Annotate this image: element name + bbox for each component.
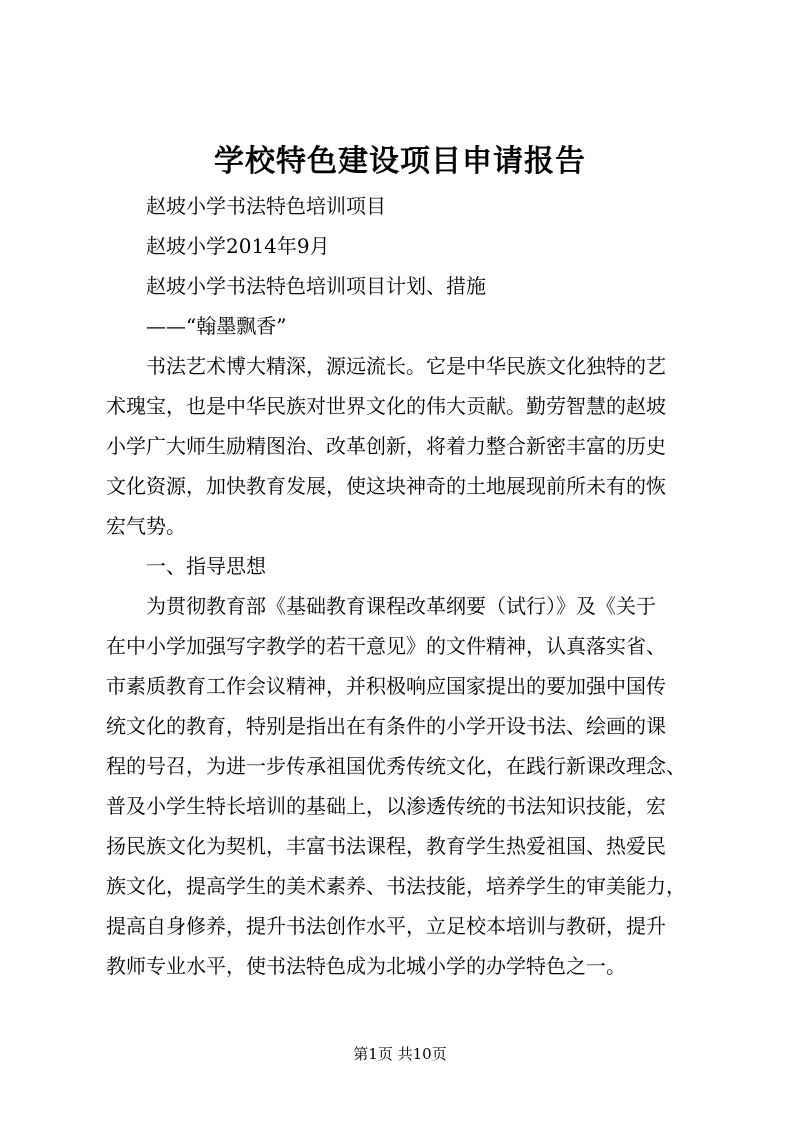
paragraph-line: 为贯彻教育部《基础教育课程改革纲要（试行）》及《关于 (146, 594, 656, 618)
paragraph-line: 在中小学加强写字教学的若干意见》的文件精神，认真落实省、 (106, 634, 666, 658)
paragraph-line: 统文化的教育，特别是指出在有条件的小学开设书法、绘画的课 (106, 714, 666, 738)
paragraph-line: 普及小学生特长培训的基础上，以渗透传统的书法知识技能，宏 (106, 794, 666, 818)
page-footer: 第1页 共10页 (353, 1045, 447, 1063)
paragraph-line: 宏气势。 (106, 514, 186, 538)
paragraph-line: 提高自身修养，提升书法创作水平，立足校本培训与教研，提升 (106, 914, 666, 938)
paragraph-line: 族文化，提高学生的美术素养、书法技能，培养学生的审美能力， (106, 874, 686, 898)
subtitle-plan: 赵坡小学书法特色培训项目计划、措施 (146, 274, 486, 298)
paragraph-line: 小学广大师生励精图治、改革创新，将着力整合新密丰富的历史 (106, 434, 666, 458)
subtitle-project: 赵坡小学书法特色培训项目 (146, 194, 386, 218)
paragraph-line: 程的号召，为进一步传承祖国优秀传统文化，在践行新课改理念、 (106, 754, 686, 778)
subtitle-date: 赵坡小学2014年9月 (146, 234, 330, 258)
paragraph-line: 术瑰宝，也是中华民族对世界文化的伟大贡献。勤劳智慧的赵坡 (106, 394, 666, 418)
paragraph-line: 书法艺术博大精深，源远流长。它是中华民族文化独特的艺 (146, 354, 666, 378)
paragraph-line: 教师专业水平，使书法特色成为北城小学的办学特色之一。 (106, 954, 626, 978)
paragraph-line: 文化资源，加快教育发展，使这块神奇的土地展现前所未有的恢 (106, 474, 666, 498)
paragraph-line: 市素质教育工作会议精神，并积极响应国家提出的要加强中国传 (106, 674, 666, 698)
subtitle-slogan: ——“翰墨飘香” (146, 314, 287, 338)
section-heading: 一、指导思想 (146, 554, 266, 578)
document-title: 学校特色建设项目申请报告 (214, 144, 586, 179)
paragraph-line: 扬民族文化为契机，丰富书法课程，教育学生热爱祖国、热爱民 (106, 834, 666, 858)
